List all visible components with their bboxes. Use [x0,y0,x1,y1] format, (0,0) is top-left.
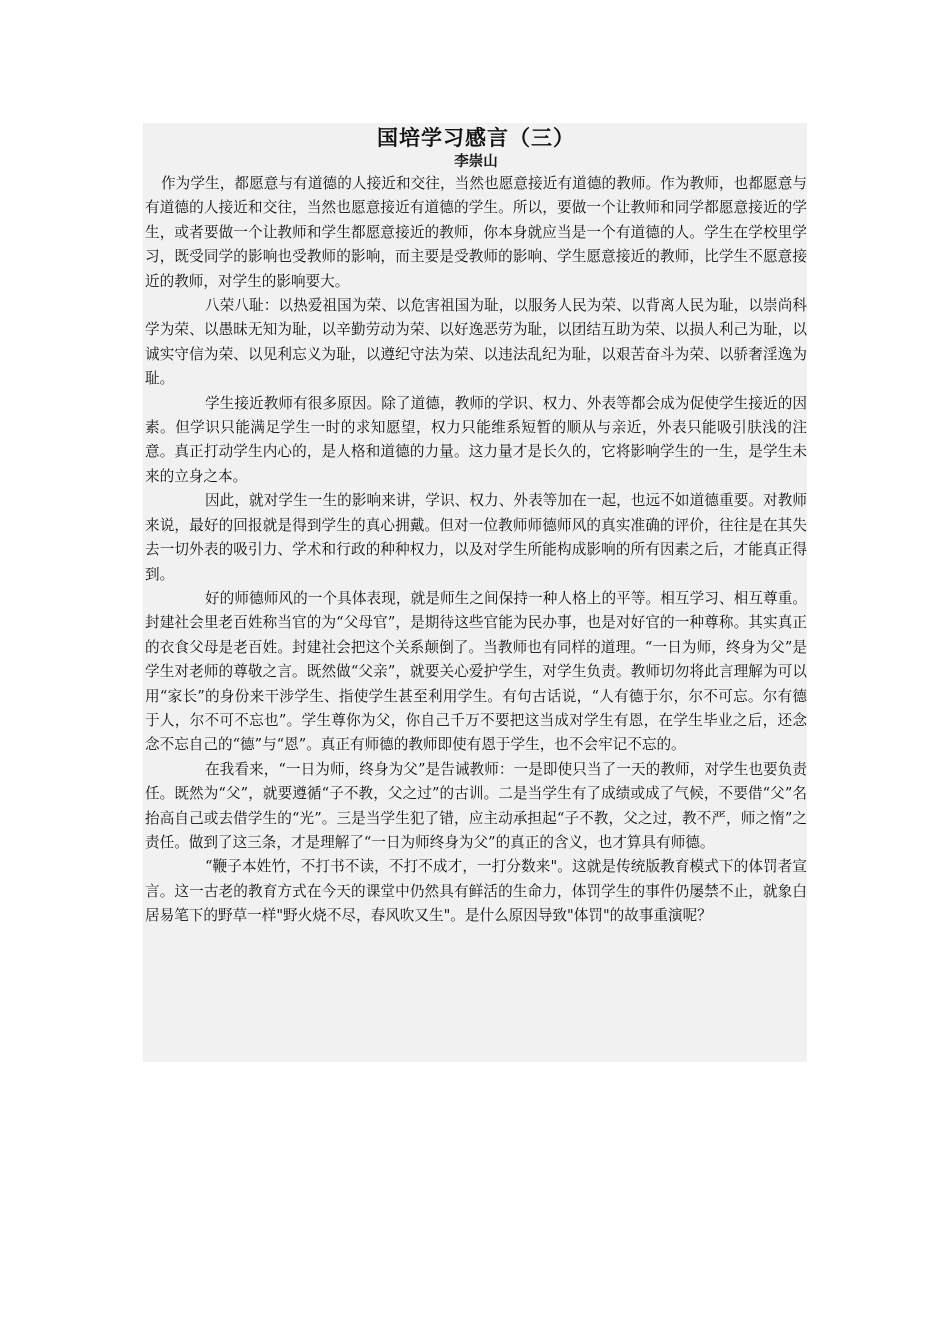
paragraph-4: 因此，就对学生一生的影响来讲，学识、权力、外表等加在一起，也远不如道德重要。对教师来说，最好的回报就是得到学生的真心拥戴。但对一位教师师德师风的真实准确的评价，往往是在其失去一切外表的吸引力、学术和行政的种种权力，以及对学生所能构成影响的所有因素之后，才能真正得到。 [145,492,807,583]
paragraph-6: 在我看来，“一日为师，终身为父”是告诫教师：一是即使只当了一天的教师，对学生也要负责任。既然为“父”，就要遵循“子不教，父之过”的古训。二是当学生有了成绩或成了气候，不要借“父”名抬高自己或去借学生的“光”。三是当学生犯了错，应主动承担起“子不教，父之过，教不严，师之惰”之责任。做到了这三条，才是理解了“一日为师终身为父”的真正的含义，也才算具有师德。 [145,760,807,851]
document-author: 李崇山 [454,154,498,170]
document-body [143,123,807,1062]
paragraph-1: 作为学生，都愿意与有道德的人接近和交往，当然也愿意接近有道德的教师。作为教师，也都愿意与有道德的人接近和交往，当然也愿意接近有道德的学生。所以，要做一个让教师和同学都愿意接近的学生，或者要做一个让教师和学生都愿意接近的教师，你本身就应当是一个有道德的人。学生在学校里学习，既受同学的影响也受教师的影响，而主要是受教师的影响、学生愿意接近的教师，比学生不愿意接近的教师，对学生的影响要大。 [145,175,807,290]
paragraph-2: 八荣八耻：以热爱祖国为荣、以危害祖国为耻，以服务人民为荣、以背离人民为耻，以崇尚科学为荣、以愚昧无知为耻，以辛勤劳动为荣、以好逸恶劳为耻，以团结互助为荣、以损人利己为耻，以诚实守信为荣、以见利忘义为耻，以遵纪守法为荣、以违法乱纪为耻，以艰苦奋斗为荣、以骄奢淫逸为耻。 [145,297,807,388]
paragraph-5: 好的师德师风的一个具体表现，就是师生之间保持一种人格上的平等。相互学习、相互尊重。封建社会里老百姓称当官的为“父母官”，是期待这些官能为民办事，也是对好官的一种尊称。其实真正的衣食父母是老百姓。封建社会把这个关系颠倒了。当教师也有同样的道理。“一日为师，终身为父”是学生对老师的尊敬之言。既然做“父亲”，就要关心爱护学生，对学生负责。教师切勿将此言理解为可以用“家长”的身份来干涉学生、指使学生甚至利用学生。有句古话说，“人有德于尔，尔不可忘。尔有德于人，尔不可不忘也”。学生尊你为父，你自己千万不要把这当成对学生有恩，在学生毕业之后，还念念不忘自己的“德”与“恩”。真正有师德的教师即使有恩于学生，也不会牢记不忘的。 [145,589,807,754]
paragraph-7: “鞭子本姓竹，不打书不读，不打不成才，一打分数来"。这就是传统版教育模式下的体罚者宣言。这一古老的教育方式在今天的课堂中仍然具有鲜活的生命力，体罚学生的事件仍屡禁不止，就象白居易笔下的野草一样"野火烧不尽，春风吹又生"。是什么原因导致"体罚"的故事重演呢？ [145,858,807,925]
paragraph-3: 学生接近教师有很多原因。除了道德，教师的学识、权力、外表等都会成为促使学生接近的因素。但学识只能满足学生一时的求知愿望，权力只能维系短暂的顺从与亲近，外表只能吸引肤浅的注意。真正打动学生内心的，是人格和道德的力量。这力量才是长久的，它将影响学生的一生，是学生未来的立身之本。 [145,394,807,485]
document-title: 国培学习感言（三） [377,126,575,150]
